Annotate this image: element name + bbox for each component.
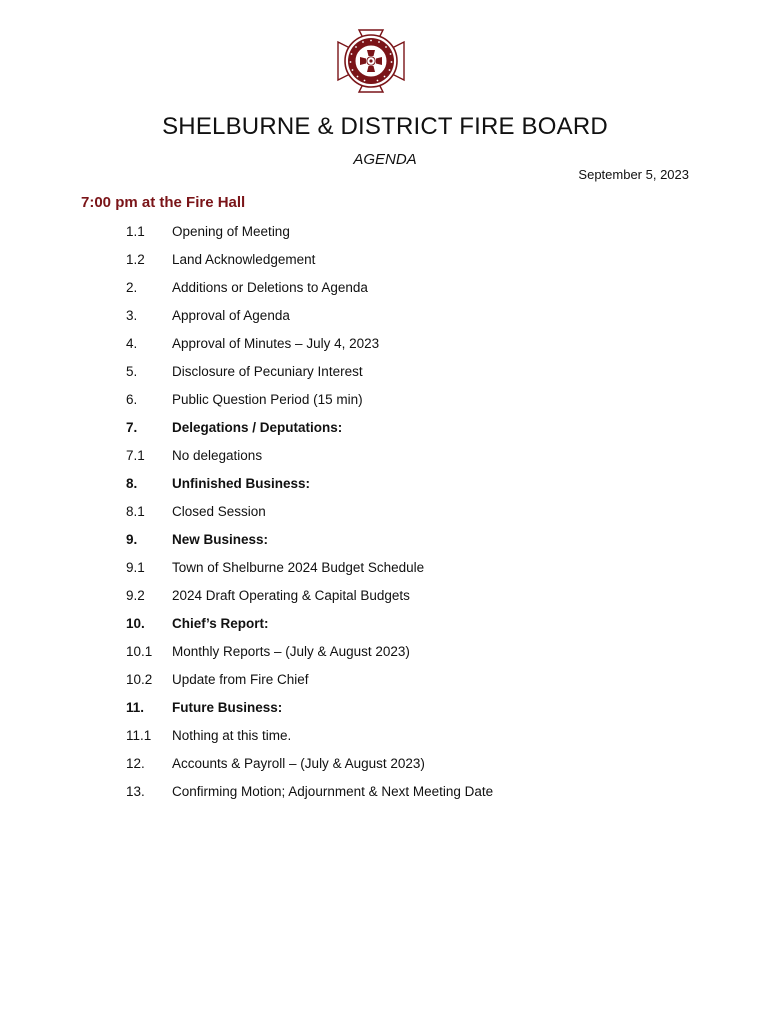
agenda-item-number: 12. bbox=[126, 756, 145, 771]
agenda-item-text: Nothing at this time. bbox=[172, 728, 292, 743]
agenda-item-number: 5. bbox=[126, 364, 138, 379]
meeting-date: September 5, 2023 bbox=[578, 167, 689, 182]
agenda-item-number: 13. bbox=[126, 784, 145, 799]
agenda-item-number: 3. bbox=[126, 308, 138, 323]
agenda-item bbox=[126, 644, 493, 672]
meeting-time-location-heading: 7:00 pm at the Fire Hall bbox=[81, 194, 246, 211]
agenda-item-text: Public Question Period (15 min) bbox=[172, 392, 363, 407]
agenda-item bbox=[126, 280, 493, 308]
agenda-item-text: Approval of Agenda bbox=[172, 308, 290, 323]
agenda-item-number: 1.1 bbox=[126, 224, 145, 239]
agenda-item bbox=[126, 532, 493, 560]
agenda-item bbox=[126, 560, 493, 588]
agenda-item-number: 10.1 bbox=[126, 644, 153, 659]
agenda-item-number: 11. bbox=[126, 700, 145, 715]
agenda-item-text: Land Acknowledgement bbox=[172, 252, 316, 267]
agenda-item-text: Monthly Reports – (July & August 2023) bbox=[172, 644, 410, 659]
agenda-item-text: Approval of Minutes – July 4, 2023 bbox=[172, 336, 380, 351]
agenda-item bbox=[126, 504, 493, 532]
agenda-item bbox=[126, 756, 493, 784]
agenda-item bbox=[126, 364, 493, 392]
agenda-item-text: Future Business: bbox=[172, 700, 283, 715]
agenda-item-number: 8.1 bbox=[126, 504, 145, 519]
agenda-item-text: Disclosure of Pecuniary Interest bbox=[172, 364, 363, 379]
agenda-item-text: Delegations / Deputations: bbox=[172, 420, 343, 435]
agenda-item-text: New Business: bbox=[172, 532, 269, 547]
agenda-item-number: 9.1 bbox=[126, 560, 145, 575]
agenda-item bbox=[126, 616, 493, 644]
agenda-item bbox=[126, 336, 493, 364]
agenda-item-number: 6. bbox=[126, 392, 138, 407]
agenda-item-text: Unfinished Business: bbox=[172, 476, 311, 491]
agenda-item bbox=[126, 308, 493, 336]
document-title: SHELBURNE & DISTRICT FIRE BOARD bbox=[162, 113, 608, 140]
agenda-item-text: No delegations bbox=[172, 448, 263, 463]
agenda-item-number: 1.2 bbox=[126, 252, 145, 267]
agenda-item-number: 11.1 bbox=[126, 728, 152, 743]
agenda-item-text: Closed Session bbox=[172, 504, 266, 519]
agenda-item bbox=[126, 476, 493, 504]
document-subtitle: AGENDA bbox=[353, 151, 417, 168]
agenda-item-number: 9. bbox=[126, 532, 138, 547]
agenda-item bbox=[126, 588, 493, 616]
agenda-item-text: Chief’s Report: bbox=[172, 616, 269, 631]
agenda-item-text: Town of Shelburne 2024 Budget Schedule bbox=[172, 560, 425, 575]
fire-board-logo-icon bbox=[332, 28, 410, 94]
agenda-item-number: 9.2 bbox=[126, 588, 145, 603]
agenda-item bbox=[126, 420, 493, 448]
agenda-item-number: 10.2 bbox=[126, 672, 153, 687]
agenda-item-number: 10. bbox=[126, 616, 145, 631]
agenda-list bbox=[126, 224, 493, 812]
agenda-item bbox=[126, 252, 493, 280]
agenda-item bbox=[126, 728, 493, 756]
agenda-item-text: 2024 Draft Operating & Capital Budgets bbox=[172, 588, 410, 603]
agenda-item bbox=[126, 392, 493, 420]
agenda-item-number: 2. bbox=[126, 280, 138, 295]
agenda-item-number: 7. bbox=[126, 420, 138, 435]
agenda-item-number: 7.1 bbox=[126, 448, 145, 463]
agenda-item-text: Accounts & Payroll – (July & August 2023) bbox=[172, 756, 425, 771]
agenda-item-text: Additions or Deletions to Agenda bbox=[172, 280, 368, 295]
agenda-item bbox=[126, 784, 493, 812]
agenda-item-text: Opening of Meeting bbox=[172, 224, 290, 239]
agenda-item-number: 4. bbox=[126, 336, 138, 351]
agenda-item bbox=[126, 448, 493, 476]
agenda-item-text: Update from Fire Chief bbox=[172, 672, 309, 687]
agenda-item bbox=[126, 224, 493, 252]
agenda-item-number: 8. bbox=[126, 476, 138, 491]
agenda-item bbox=[126, 700, 493, 728]
agenda-item bbox=[126, 672, 493, 700]
agenda-item-text: Confirming Motion; Adjournment & Next Meeting Date bbox=[172, 784, 494, 799]
